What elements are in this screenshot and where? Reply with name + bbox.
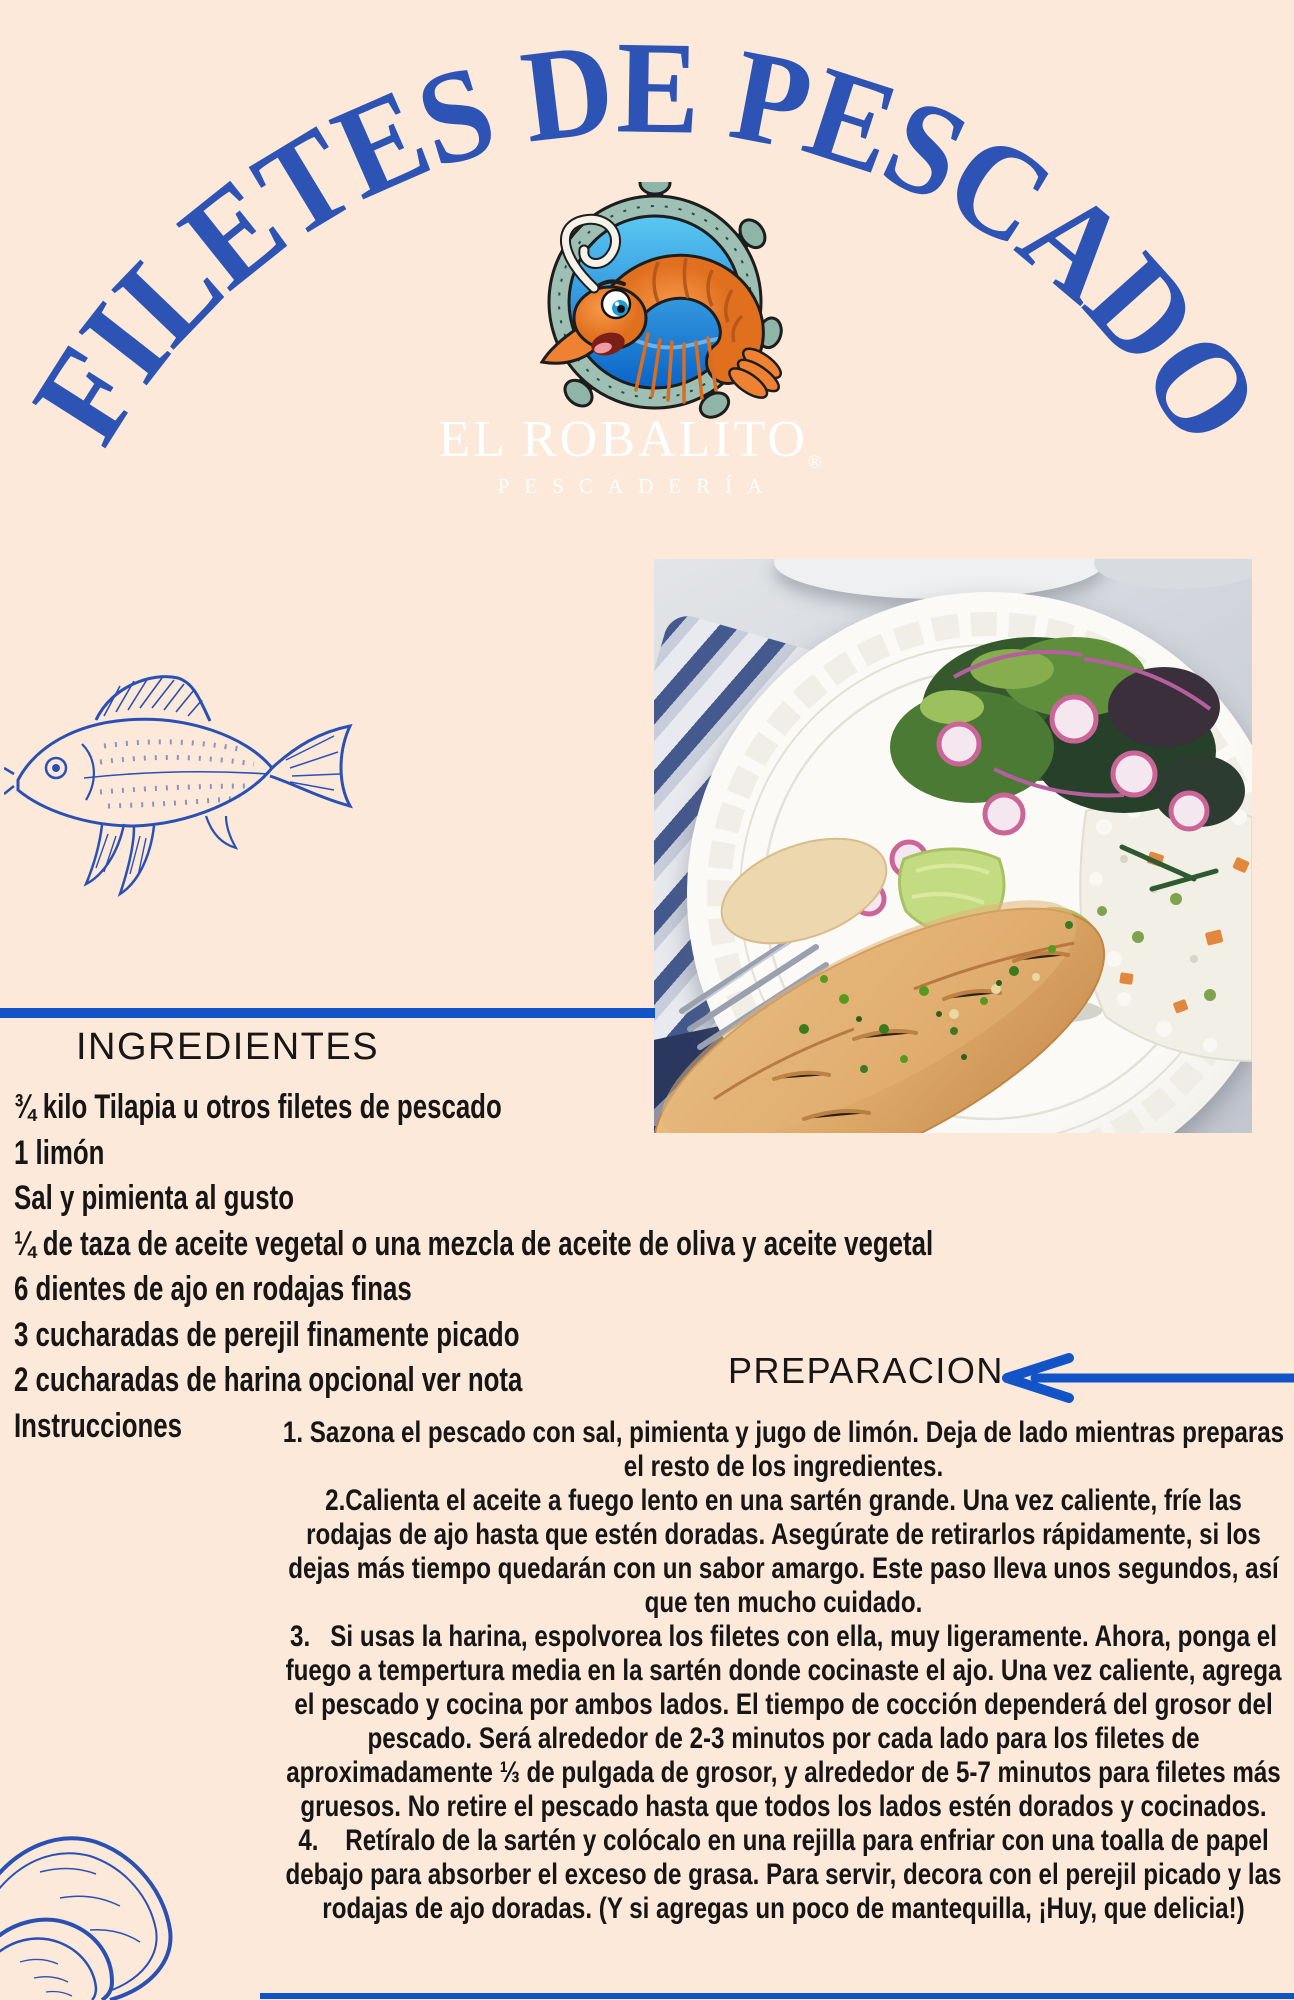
preparation-step: 1. Sazona el pescado con sal, pimienta y jugo de limón. Deja de lado mientras preparas el resto de los ingredientes. xyxy=(282,1416,1285,1483)
oyster-sketch-icon xyxy=(0,1812,200,2000)
preparation-step: 4. Retíralo de la sartén y colócalo en una rejilla para enfriar con una toalla de papel debajo para absorber el exceso de grasa. Para servir, decora con el perejil picado y las rodajas de ajo doradas. (Y si agregas un poco de mantequilla, ¡Huy, que delicia!) xyxy=(285,1824,1282,1925)
preparation-step: 2.Calienta el aceite a fuego lento en una sartén grande. Una vez caliente, fríe las rodajas de ajo hasta que estén doradas. Asegúrate de retirarlos rápidamente, si los dejas más tiempo quedarán con un sabor amargo. Este paso lleva unos segundos, así que ten mucho cuidado. xyxy=(288,1484,1279,1619)
preparation-steps xyxy=(282,1416,1286,1926)
ingredient-item: ¼ de taza de aceite vegetal o una mezcla de aceite de oliva y aceite vegetal xyxy=(14,1224,934,1263)
brand-tagline: PESCADERÍA xyxy=(497,474,778,499)
ingredients-list xyxy=(14,1085,933,1449)
preparation-heading: PREPARACION xyxy=(728,1350,1004,1391)
registered-mark: ® xyxy=(807,451,822,472)
ingredient-item: Sal y pimienta al gusto xyxy=(14,1179,295,1217)
fish-sketch-icon xyxy=(4,628,356,910)
shrimp-ship-wheel-logo-icon xyxy=(490,182,810,422)
brand-name-text: EL ROBALITO xyxy=(438,411,808,468)
bottom-rule xyxy=(260,1993,1294,1999)
ingredient-item: 2 cucharadas de harina opcional ver nota xyxy=(14,1361,523,1399)
ingredients-rule xyxy=(0,1008,655,1018)
ingredient-item: Instrucciones xyxy=(14,1406,183,1445)
plated-food xyxy=(654,559,1252,1133)
arched-title-text: FILETES DE PESCADO xyxy=(4,13,1293,472)
ingredients-heading: INGREDIENTES xyxy=(76,1026,380,1068)
ingredient-item: 6 dientes de ajo en rodajas finas xyxy=(14,1270,412,1308)
left-arrow-icon xyxy=(985,1352,1294,1404)
preparation-step: 3. Si usas la harina, espolvorea los filetes con ella, muy ligeramente. Ahora, ponga el fuego a tempertura media en la sartén donde cocinaste el ajo. Una vez caliente, agrega el pescado y cocina por ambos lados. El tiempo de cocción dependerá del grosor del pescado. Será alrededor de 2-3 minutos por cada lado para los filetes de aproximadamente ⅓ de pulgada de grosor, y alrededor de 5-7 minutos para filetes más gruesos. No retire el pescado hasta que todos los lados estén dorados y cocinados. xyxy=(285,1620,1282,1823)
fish-fillet-end xyxy=(707,818,900,963)
brand-name xyxy=(322,411,938,472)
brand-block xyxy=(322,411,938,499)
dish-photo xyxy=(654,559,1252,1133)
ingredient-item: 1 limón xyxy=(14,1133,105,1172)
rice-side xyxy=(1080,797,1252,1061)
ingredient-item: ¾ kilo Tilapia u otros filetes de pescado xyxy=(14,1088,502,1126)
ingredient-item: 3 cucharadas de perejil finamente picado xyxy=(14,1315,520,1354)
